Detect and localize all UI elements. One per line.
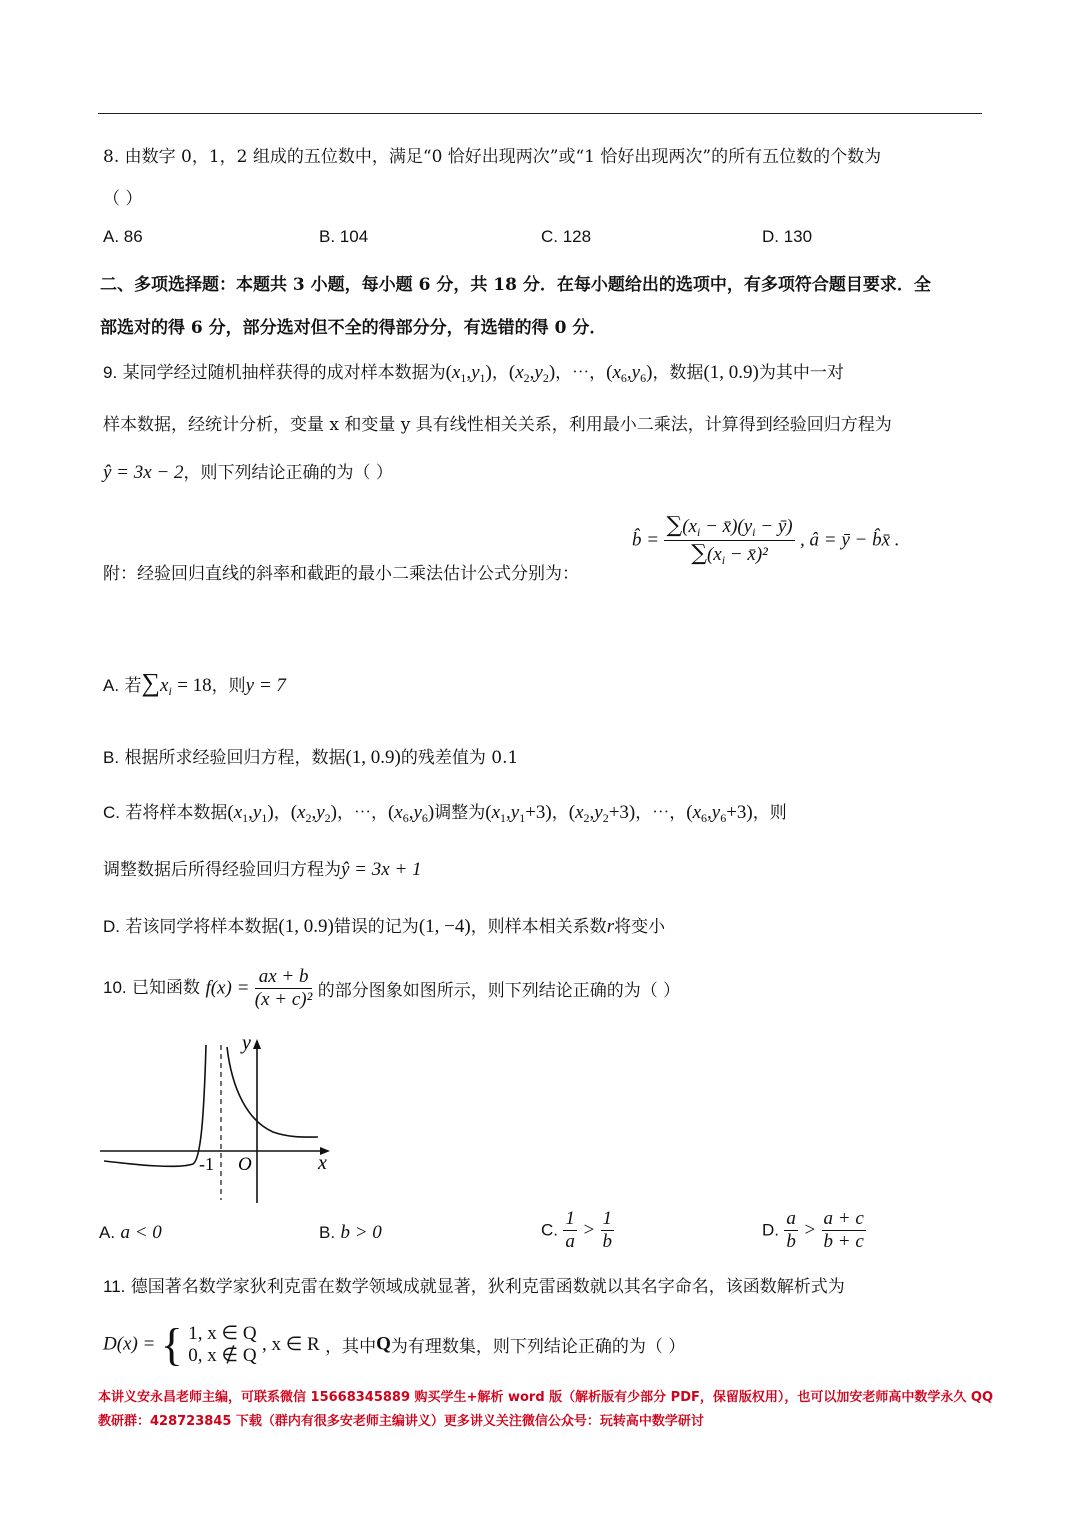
curve-left	[104, 1045, 206, 1166]
q10-option-b: B. b > 0	[319, 1222, 382, 1243]
q9-appendix: 附：经验回归直线的斜率和截距的最小二乘法估计公式分别为：	[103, 564, 579, 584]
q9-line1: 9. 某同学经过随机抽样获得的成对样本数据为$(x_1,y_1)$，$(x_2,y_2)$，⋯，$(x_6,y_6)$，数据(1, 0.9)为其中一对	[103, 362, 844, 385]
q8-option-d: D. 130	[762, 227, 813, 246]
origin-label: O	[238, 1154, 252, 1175]
q8-option-b: B. 104	[319, 227, 369, 246]
q10-option-d: D. $\frac{a}{b}$ > $\frac{a + c}{b + c}$	[762, 1208, 864, 1252]
section2-line1: 二、多项选择题：本题共 3 小题，每小题 6 分，共 18 分．在每小题给出的选项中，有多项符合题目要求．全	[100, 275, 931, 295]
y-axis-arrow	[253, 1039, 261, 1049]
q9-line3: ŷ = 3x − 2，则下列结论正确的为（ ）	[103, 462, 393, 483]
footer-line2: 教研群：428723845 下载（群内有很多安老师主编讲义）更多讲义关注微信公众号：玩转高中数学研讨	[98, 1414, 704, 1429]
q10-option-c: C. $\frac{1}{a}$ > $\frac{1}{b}$	[541, 1208, 613, 1252]
tick-label: -1	[199, 1154, 214, 1174]
q9-option-c-line2: 调整数据后所得经验回归方程为ŷ = 3x + 1	[103, 859, 422, 880]
q10-option-a: A. a < 0	[99, 1222, 162, 1243]
q8-option-a: A. 86	[103, 227, 143, 246]
q8-paren: （ ）	[103, 189, 143, 209]
q9-option-c: C. 若将样本数据$(x_1,y_1)$，$(x_2,y_2)$，⋯，$(x_6,y_6)$调整为$(x_1,y_1+3)$，$(x_2,y_2+3)$，⋯，$(x_6,y_6+3)$，则	[103, 802, 787, 825]
q9-option-a: A. 若$\sum x_i = 18$，则y = 7	[103, 668, 286, 698]
x-label: x	[318, 1152, 327, 1174]
q11-line1: 11. 德国著名数学家狄利克雷在数学领域成就显著，狄利克雷函数就以其名字命名，该函数解析式为	[103, 1277, 845, 1297]
q10-line: 10. 已知函数 f(x) = $\frac{ax + b}{\text{(x + c)²}}$ 的部分图象如图所示，则下列结论正确的为（ ）	[103, 966, 681, 1010]
curve-right	[227, 1047, 318, 1137]
q11-line2: D(x) = { 1, x ∈ Q 0, x ∉ Q , x ∈ R ，其中Q为有理数集，则下列结论正确的为（ ）	[103, 1319, 686, 1370]
q9-option-d: D. 若该同学将样本数据(1, 0.9)错误的记为(1, −4)，则样本相关系数r将变小	[103, 916, 666, 937]
footer-line1: 本讲义安永昌老师主编，可联系微信 15668345889 购买学生+解析 word 版（解析版有少部分 PDF，保留版权用），也可以加安老师高中数学永久 QQ	[98, 1390, 994, 1405]
header-rule	[98, 113, 982, 114]
q9-line2: 样本数据，经统计分析，变量 x 和变量 y 具有线性相关关系，利用最小二乘法，计算得到经验回归方程为	[103, 415, 892, 435]
q8-text: 8. 由数字 0，1，2 组成的五位数中，满足“0 恰好出现两次”或“1 恰好出现两次”的所有五位数的个数为	[103, 147, 882, 167]
q8-option-c: C. 128	[541, 227, 592, 246]
q9-formula: b̂ = $\frac{\sum(x_i - x̄)(y_i - ȳ)}{\sum(x_i - x̄)^2}$ , â = ȳ − b̂x̄ .	[632, 513, 900, 567]
q10-graph	[98, 1035, 338, 1205]
q9-option-b: B. 根据所求经验回归方程，数据(1, 0.9)的残差值为 0.1	[103, 747, 519, 768]
y-label: y	[242, 1035, 251, 1054]
section2-line2: 部选对的得 6 分，部分选对但不全的得部分分，有选错的得 0 分．	[100, 318, 607, 338]
